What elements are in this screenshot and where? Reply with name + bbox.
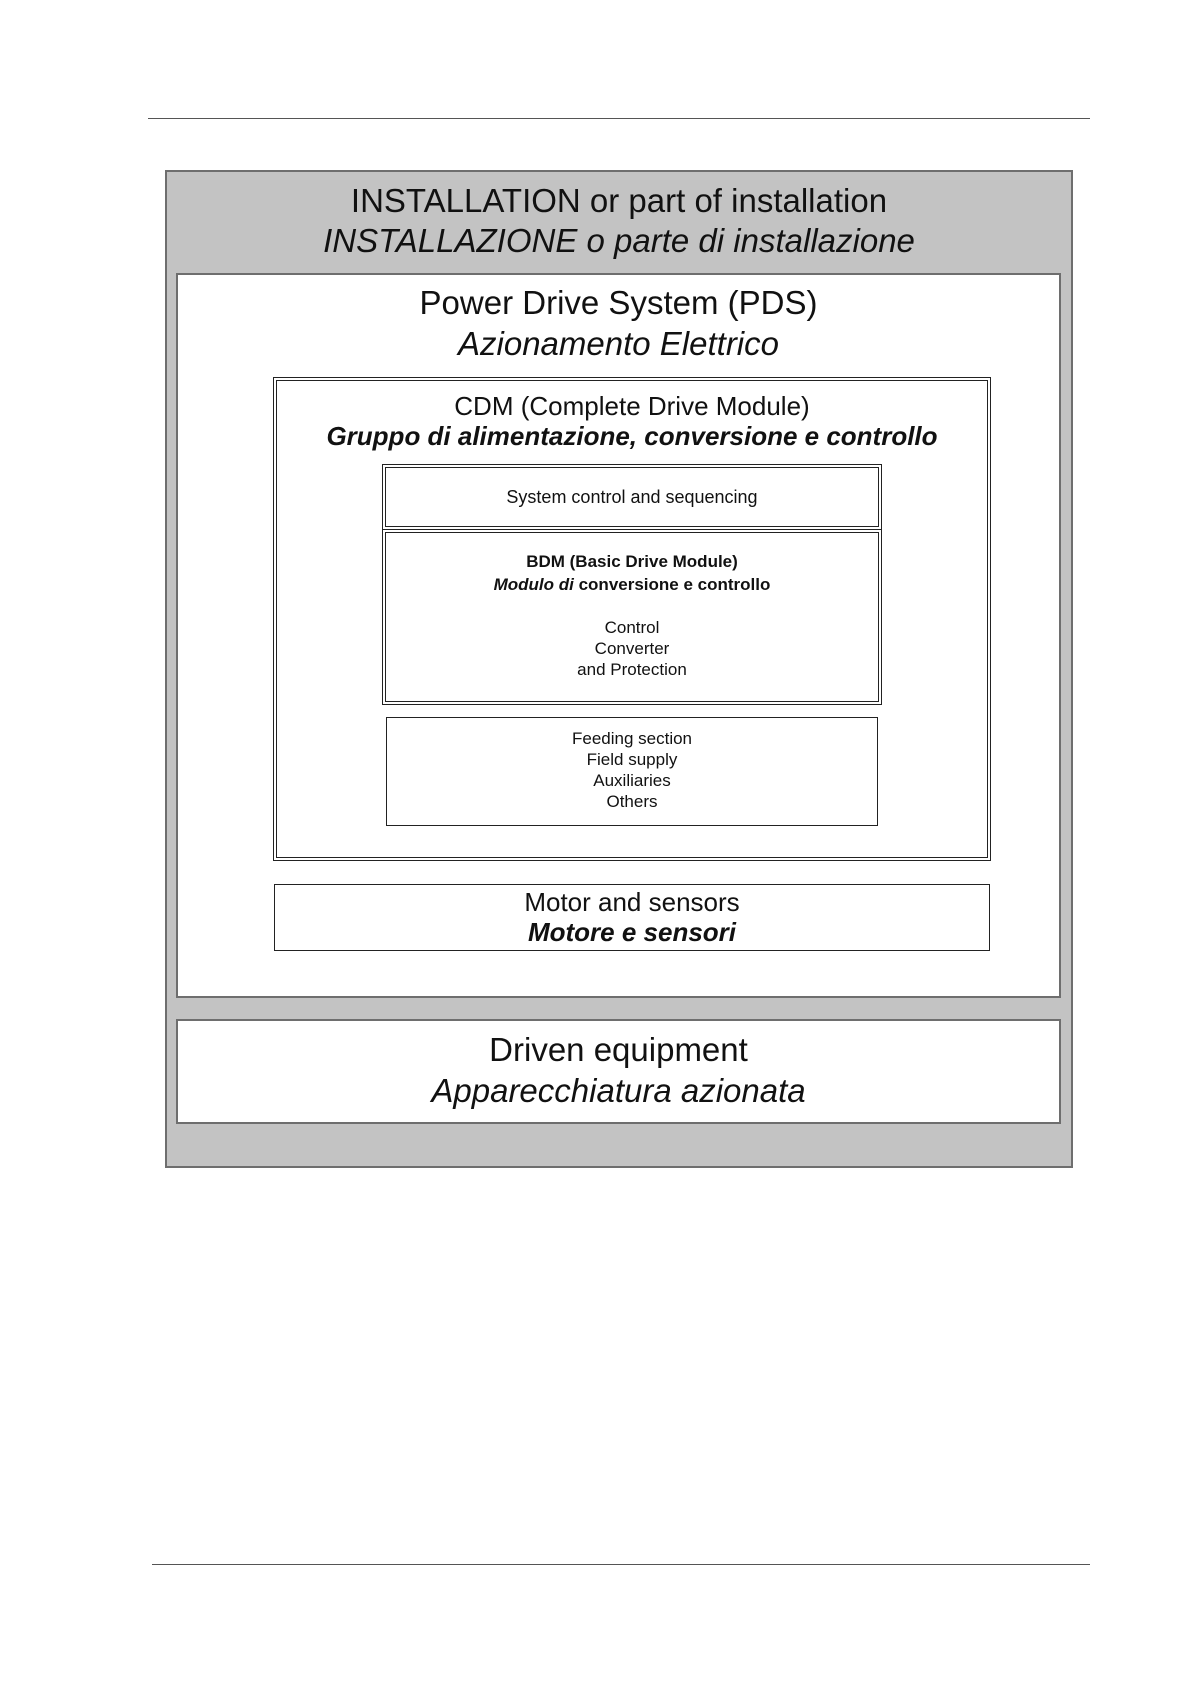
bdm-line-converter: Converter (594, 639, 670, 658)
pds-title-it: Azionamento Elettrico (458, 325, 779, 362)
bdm-line-protection: and Protection (577, 660, 687, 679)
system-control-label: System control and sequencing (506, 487, 758, 507)
installation-title-en: INSTALLATION or part of installation (350, 182, 888, 219)
motor-title-it: Motore e sensori (527, 917, 737, 947)
cdm-title-en: CDM (Complete Drive Module) (454, 391, 810, 421)
motor-box (274, 884, 990, 951)
feeding-line-field-supply: Field supply (586, 750, 678, 769)
bdm-title-it-rest: conversione e controllo (573, 575, 771, 594)
installation-title-it: INSTALLAZIONE o parte di installazione (323, 222, 915, 259)
bdm-title-en: BDM (Basic Drive Module) (526, 552, 738, 571)
motor-title-en: Motor and sensors (524, 887, 740, 917)
feeding-line-others: Others (606, 792, 658, 811)
bdm-box (382, 529, 882, 705)
feeding-box (386, 717, 878, 826)
cdm-title-it: Gruppo di alimentazione, conversione e controllo (326, 421, 938, 451)
system-control-box (382, 464, 882, 530)
bdm-title-it-italic: Modulo di (493, 575, 574, 594)
driven-title-en: Driven equipment (489, 1031, 748, 1068)
feeding-line-auxiliaries: Auxiliaries (593, 771, 671, 790)
bdm-line-control: Control (604, 618, 660, 637)
driven-equipment-box (176, 1019, 1061, 1124)
bdm-title-it (383, 575, 881, 595)
feeding-line-section: Feeding section (571, 729, 693, 748)
footer-rule (152, 1564, 1090, 1565)
driven-title-it: Apparecchiatura azionata (431, 1072, 806, 1109)
pds-title-en: Power Drive System (PDS) (419, 284, 818, 321)
header-rule (148, 118, 1090, 119)
